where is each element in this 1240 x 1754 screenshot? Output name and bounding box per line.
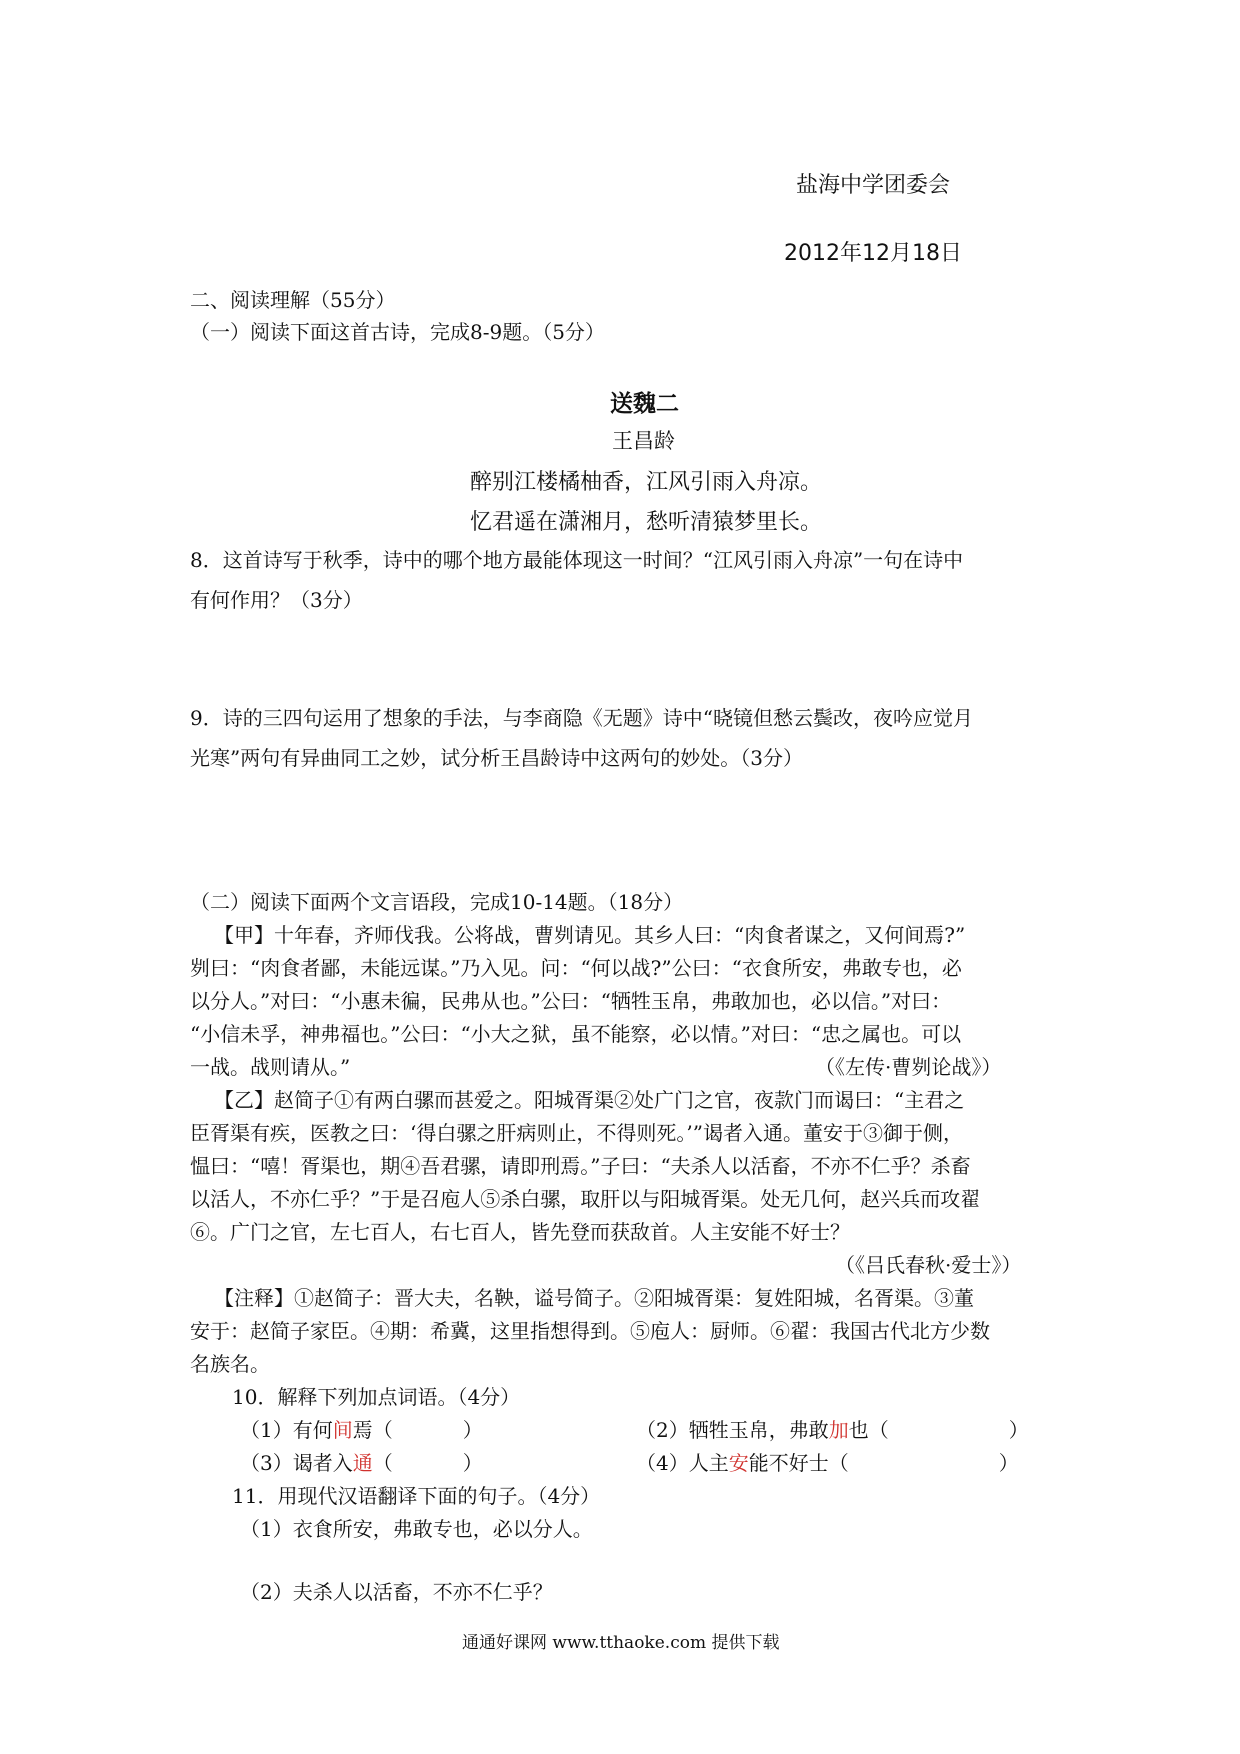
yi-line-1: 【乙】赵简子①有两白骡而甚爱之。阳城胥渠②处广门之官，夜款门而谒曰：“主君之	[214, 1088, 965, 1112]
org-name: 盐海中学团委会	[796, 173, 951, 198]
q11-title: 11．用现代汉语翻译下面的句子。（4分）	[232, 1484, 601, 1508]
q10-title: 10．解释下列加点词语。（4分）	[232, 1385, 521, 1409]
q10-item-2: （2）牺牲玉帛，弗敢加也（ ）	[636, 1418, 1029, 1442]
yi-line-5: ⑥。广门之官，左七百人，右七百人，皆先登而获敌首。人主安能不好士？	[190, 1220, 850, 1244]
date: 2012年12月18日	[784, 241, 962, 266]
footer: 通通好课网 www.tthaoke.com 提供下载	[462, 1633, 780, 1653]
poem-line-1: 醉别江楼橘柚香，江风引雨入舟凉。	[470, 470, 823, 495]
notes-line-1: 【注释】①赵简子：晋大夫，名鞅，谥号简子。②阳城胥渠：复姓阳城，名胥渠。③董	[214, 1286, 974, 1310]
dotted-word: 加	[828, 1418, 849, 1442]
yi-line-2: 臣胥渠有疾，医教之曰：‘得白骡之肝病则止，不得则死。’”谒者入通。董安于③御于侧，	[190, 1121, 963, 1145]
yi-source: （《吕氏春秋·爱士》）	[835, 1253, 1022, 1277]
jia-source: （《左传·曹刿论战》）	[815, 1055, 1002, 1079]
yi-line-3: 愠曰：“嘻！胥渠也，期④吾君骡，请即刑焉。”子曰：“夫杀人以活畜，不亦不仁乎？杀畜	[190, 1154, 971, 1178]
notes-line-2: 安于：赵简子家臣。④期：希冀，这里指想得到。⑤庖人：厨师。⑥翟：我国古代北方少数	[190, 1319, 990, 1343]
part1-title: （一）阅读下面这首古诗，完成8-9题。（5分）	[190, 320, 605, 344]
q8-line-2: 有何作用？（3分）	[190, 588, 363, 612]
jia-line-2: 刿曰：“肉食者鄙，未能远谋。”乃入见。问：“何以战?”公曰：“衣食所安，弗敢专也，必	[190, 956, 962, 980]
yi-line-4: 以活人，不亦仁乎？”于是召庖人⑤杀白骡，取肝以与阳城胥渠。处无几何，赵兴兵而攻翟	[190, 1187, 981, 1211]
dotted-word: 通	[352, 1451, 373, 1475]
q10-item-3: （3）谒者入通（ ）	[240, 1451, 483, 1475]
jia-line-1: 【甲】十年春，齐师伐我。公将战，曹刿请见。其乡人曰：“肉食者谋之，又何间焉?”	[214, 923, 966, 947]
q10-item-4: （4）人主安能不好士（ ）	[636, 1451, 1019, 1475]
jia-line-3: 以分人。”对曰：“小惠未徧，民弗从也。”公曰：“牺牲玉帛，弗敢加也，必以信。”对曰：	[190, 989, 952, 1013]
section-title: 二、阅读理解（55分）	[190, 288, 396, 312]
notes-line-3: 名族名。	[190, 1352, 270, 1376]
part2-title: （二）阅读下面两个文言语段，完成10-14题。（18分）	[190, 890, 684, 914]
dotted-word: 间	[332, 1418, 353, 1442]
poem-author: 王昌龄	[612, 429, 675, 453]
q9-line-2: 光寒”两句有异曲同工之妙，试分析王昌龄诗中这两句的妙处。（3分）	[190, 746, 803, 770]
dotted-word: 安	[728, 1451, 749, 1475]
jia-line-4: “小信未孚，神弗福也。”公曰：“小大之狱，虽不能察，必以情。”对曰：“忠之属也。可以	[190, 1022, 962, 1046]
poem-title: 送魏二	[610, 391, 679, 417]
q8-line-1: 8．这首诗写于秋季，诗中的哪个地方最能体现这一时间？“江风引雨入舟凉”一句在诗中	[190, 548, 964, 572]
q10-item-1: （1）有何间焉（ ）	[240, 1418, 483, 1442]
q11-sentence-2: （2）夫杀人以活畜，不亦不仁乎？	[240, 1580, 553, 1604]
poem-line-2: 忆君遥在潇湘月，愁听清猿梦里长。	[470, 510, 823, 535]
q9-line-1: 9．诗的三四句运用了想象的手法，与李商隐《无题》诗中“晓镜但愁云鬓改，夜吟应觉月	[190, 706, 973, 730]
jia-line-5: 一战。战则请从。”	[190, 1055, 351, 1079]
q11-sentence-1: （1）衣食所安，弗敢专也，必以分人。	[240, 1517, 593, 1541]
